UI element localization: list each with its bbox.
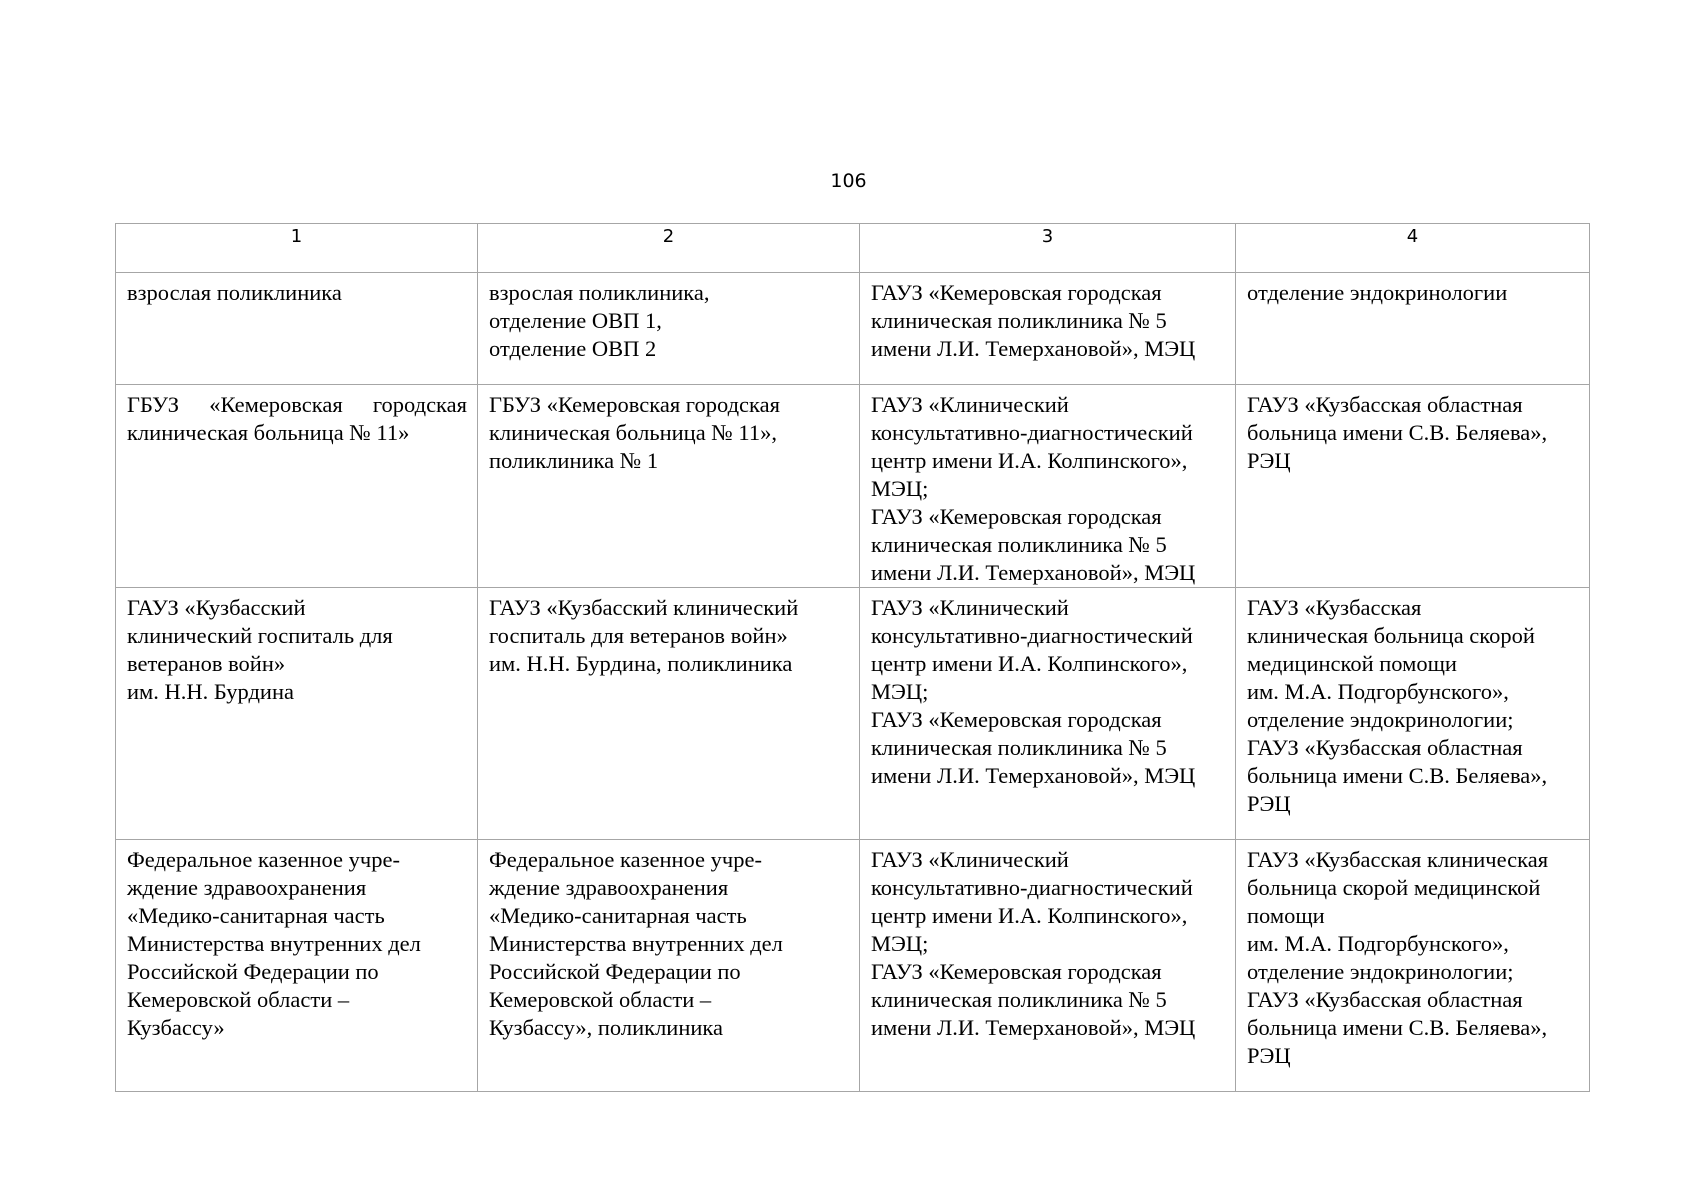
cell-text: ГБУЗ «Кемеровская городская клиническая больница № 11», поликлиника № 1 — [489, 392, 780, 473]
document-table — [115, 223, 1590, 1092]
cell-text: взрослая поликлиника, отделение ОВП 1, отделение ОВП 2 — [489, 280, 710, 361]
table-cell — [860, 588, 1236, 840]
table-row — [116, 273, 1590, 385]
table-cell — [478, 385, 860, 588]
table-cell — [478, 588, 860, 840]
table-row — [116, 840, 1590, 1092]
table-row — [116, 385, 1590, 588]
column-header-1: 1 — [116, 224, 478, 273]
table-cell — [116, 840, 478, 1092]
table-cell — [116, 385, 478, 588]
cell-text: ГАУЗ «Клинический консультативно-диагностический центр имени И.А. Колпинского», МЭЦ; ГАУЗ «Кемеровская городская клиническая поликлиника № 5 имени Л.И. Темерхановой», МЭЦ — [871, 847, 1196, 1040]
table-cell — [1236, 840, 1590, 1092]
cell-text: взрослая поликлиника — [127, 280, 342, 305]
table-cell — [116, 273, 478, 385]
cell-text: отделение эндокринологии — [1247, 280, 1508, 305]
cell-text: Федеральное казенное учре- ждение здравоохранения «Медико-санитарная часть Министерства внутренних дел Российской Федерации по Кемеровской области – Кузбассу», поликлиника — [489, 847, 783, 1040]
page-number: 106 — [830, 170, 867, 192]
cell-text: ГАУЗ «Кузбасский клинический госпиталь для ветеранов войн» им. Н.Н. Бурдина — [127, 595, 393, 704]
cell-text: ГАУЗ «Клинический консультативно-диагностический центр имени И.А. Колпинского», МЭЦ; ГАУЗ «Кемеровская городская клиническая поликлиника № 5 имени Л.И. Темерхановой», МЭЦ — [871, 595, 1196, 788]
table-cell — [860, 840, 1236, 1092]
cell-text: ГАУЗ «Кузбасская областная больница имени С.В. Беляева», РЭЦ — [1247, 392, 1548, 473]
cell-text: ГАУЗ «Кузбасская клиническая больница скорой медицинской помощи им. М.А. Подгорбунского», отделение эндокринологии; ГАУЗ «Кузбасская областная больница имени С.В. Беляева», РЭЦ — [1247, 847, 1549, 1068]
cell-text: Федеральное казенное учре- ждение здравоохранения «Медико-санитарная часть Министерства внутренних дел Российской Федерации по Кемеровской области – Кузбассу» — [127, 847, 421, 1040]
table-cell — [478, 273, 860, 385]
column-header-2: 2 — [478, 224, 860, 273]
cell-text: ГБУЗ «Кемеровская городская клиническая больница № 11» — [127, 392, 467, 445]
table-header-row — [116, 224, 1590, 273]
table-cell — [860, 273, 1236, 385]
table-cell — [1236, 273, 1590, 385]
column-header-3: 3 — [860, 224, 1236, 273]
cell-text: ГАУЗ «Кузбасский клинический госпиталь для ветеранов войн» им. Н.Н. Бурдина, поликлиника — [489, 595, 799, 676]
column-header-4: 4 — [1236, 224, 1590, 273]
table-cell — [1236, 385, 1590, 588]
cell-text: ГАУЗ «Кемеровская городская клиническая поликлиника № 5 имени Л.И. Темерхановой», МЭЦ — [871, 280, 1196, 361]
table-row — [116, 588, 1590, 840]
table-cell — [860, 385, 1236, 588]
table-cell — [1236, 588, 1590, 840]
cell-text: ГАУЗ «Клинический консультативно-диагностический центр имени И.А. Колпинского», МЭЦ; ГАУЗ «Кемеровская городская клиническая поликлиника № 5 имени Л.И. Темерхановой», МЭЦ — [871, 392, 1196, 585]
table-cell — [478, 840, 860, 1092]
table-cell — [116, 588, 478, 840]
cell-text: ГАУЗ «Кузбасская клиническая больница скорой медицинской помощи им. М.А. Подгорбунского», отделение эндокринологии; ГАУЗ «Кузбасская областная больница имени С.В. Беляева», РЭЦ — [1247, 595, 1548, 816]
